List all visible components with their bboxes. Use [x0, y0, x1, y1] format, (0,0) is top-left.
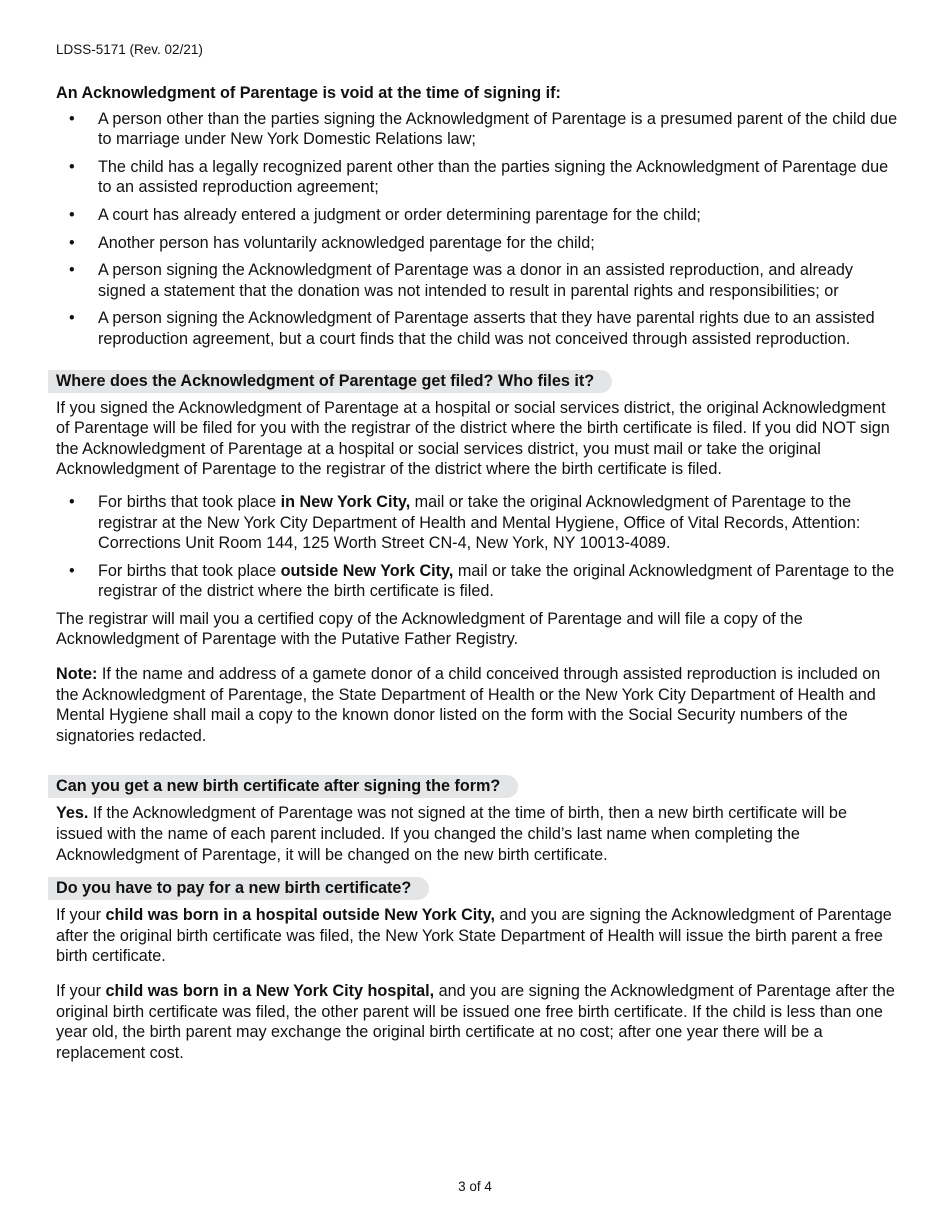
- item-lead: For births that took place: [98, 561, 281, 580]
- page-number: 3 of 4: [458, 1179, 492, 1194]
- item-rest: mail or take the original Acknowledgment of Parentage to the registrar of the district where the birth certificate is filed.: [98, 561, 895, 601]
- registrar-note: The registrar will mail you a certified copy of the Acknowledgment of Parentage and will file a copy of the Acknowledgment of Parentage with the Putative Father Registry.: [56, 609, 803, 649]
- list-item: • A person signing the Acknowledgment of Parentage asserts that they have parental rights due to an assisted reproduction agreement, but a court finds that the child was not conceived through assisted reproduction.: [56, 308, 898, 349]
- document-body: [56, 83, 898, 1070]
- answer-label: Yes.: [56, 804, 89, 823]
- para-rest: and you are signing the Acknowledgment of Parentage after the original birth certificate was filed, the New York State Department of Health will issue the birth parent a free birth certificate.: [56, 906, 892, 966]
- void-conditions-list: [56, 109, 898, 350]
- pay-para-outside-nyc: [56, 905, 898, 967]
- new-cert-section-title: Can you get a new birth certificate after signing the form?: [48, 775, 518, 798]
- filing-section-title: Where does the Acknowledgment of Parentage get filed? Who files it?: [48, 370, 612, 393]
- list-item: [56, 492, 898, 554]
- para-bold: child was born in a hospital outside New York City,: [105, 906, 495, 925]
- note-label: Note:: [56, 665, 98, 684]
- list-item: • Another person has voluntarily acknowledged parentage for the child;: [56, 233, 898, 254]
- void-section-title: An Acknowledgment of Parentage is void at the time of signing if:: [56, 84, 561, 102]
- donor-note: [56, 664, 898, 746]
- para-lead: If your: [56, 906, 106, 925]
- form-id: LDSS-5171 (Rev. 02/21): [56, 42, 203, 57]
- para-lead: If your: [56, 982, 106, 1000]
- filing-list: [56, 492, 898, 602]
- new-cert-answer: [56, 803, 898, 865]
- item-lead: For births that took place: [98, 492, 281, 511]
- filing-intro: If you signed the Acknowledgment of Parentage at a hospital or social services district, the original Acknowledgment of Parentage will be filed for you with the registrar of the district where the birth certificate is filed. If you did NOT sign the Acknowledgment of Parentage at a hospital or social services district, you must mail or take the original Acknowledgment of Parentage to the registrar of the district where the birth certificate is filed.: [56, 398, 890, 479]
- para-rest: and you are signing the Acknowledgment of Parentage after the original birth certificate was filed, the other parent will be issued one free birth certificate. If the child is less than one year old, the birth parent may exchange the original birth certificate at no cost; after one year there will be a replacement cost.: [56, 982, 895, 1062]
- list-item: [56, 561, 898, 602]
- list-item: • The child has a legally recognized parent other than the parties signing the Acknowledgment of Parentage due to an assisted reproduction agreement;: [56, 157, 898, 198]
- item-bold: in New York City,: [280, 492, 411, 511]
- list-item: • A person signing the Acknowledgment of Parentage was a donor in an assisted reproduction, and already signed a statement that the donation was not intended to result in parental rights and responsibilities; or: [56, 260, 898, 301]
- answer-text: If the Acknowledgment of Parentage was not signed at the time of birth, then a new birth certificate will be issued with the name of each parent included. If you changed the child’s last name when completing the Acknowledgment of Parentage, it will be changed on the new birth certificate.: [56, 804, 847, 864]
- list-item: • A person other than the parties signing the Acknowledgment of Parentage is a presumed parent of the child due to marriage under New York Domestic Relations law;: [56, 109, 898, 150]
- pay-section-title: Do you have to pay for a new birth certificate?: [48, 877, 429, 900]
- item-rest: mail or take the original Acknowledgment of Parentage to the registrar at the New York City Department of Health and Mental Hygiene, Office of Vital Records, Attention: Corrections Unit Room 144, 125 Worth Street CN-4, New York, NY 10013-4089.: [98, 492, 861, 553]
- list-item: • A court has already entered a judgment or order determining parentage for the child;: [56, 205, 898, 226]
- item-bold: outside New York City,: [280, 561, 454, 580]
- note-text: If the name and address of a gamete donor of a child conceived through assisted reproduction is included on the Acknowledgment of Parentage, the State Department of Health or the New York City Department of Health and Mental Hygiene shall mail a copy to the known donor listed on the form with the Social Security numbers of the signatories redacted.: [56, 665, 881, 745]
- para-bold: child was born in a New York City hospital,: [105, 982, 435, 1000]
- pay-para-nyc: [56, 981, 898, 1063]
